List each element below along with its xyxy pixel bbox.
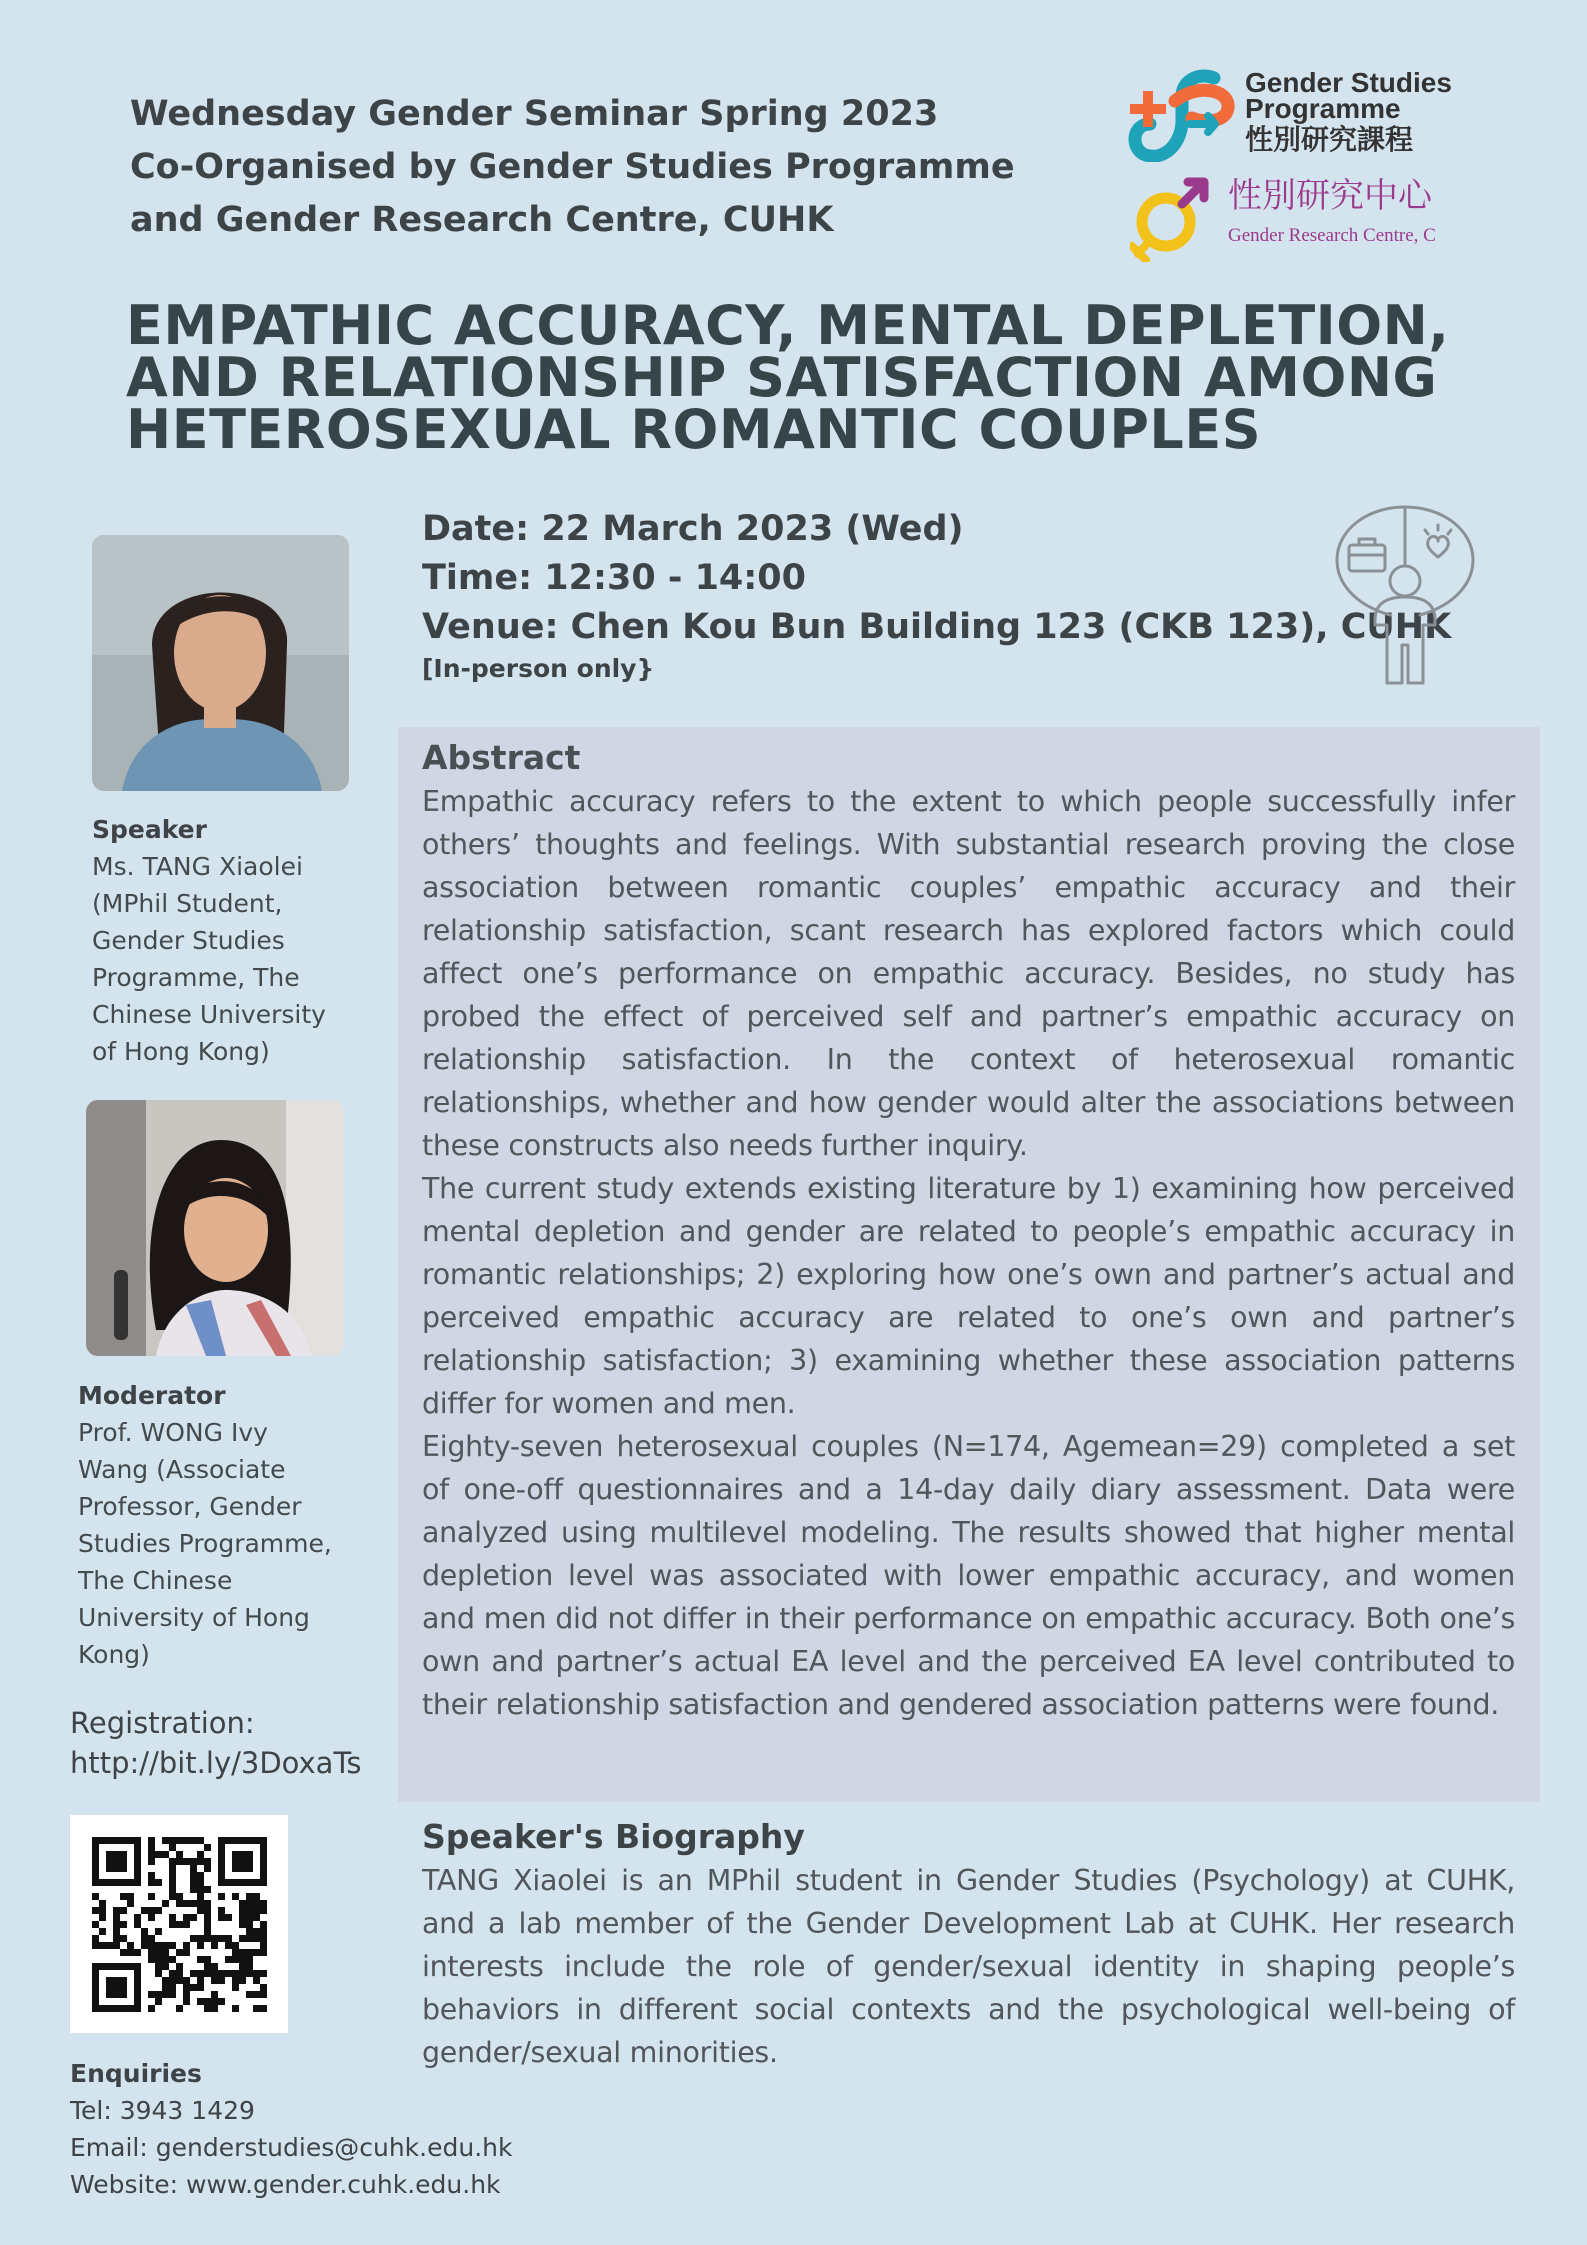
speaker-label: Speaker [92,815,207,844]
enquiries-tel: Tel: 3943 1429 [70,2096,255,2125]
enquiries-email[interactable]: Email: genderstudies@cuhk.edu.hk [70,2133,513,2162]
grc-logo-chinese-name: 性別研究中心 [1228,176,1432,216]
registration-label: Registration: [70,1706,255,1740]
speaker-info [92,811,362,1070]
moderator-line: Professor, Gender [78,1492,302,1521]
person-work-life-icon [1335,505,1475,685]
registration-link[interactable]: http://bit.ly/3DoxaTs [70,1746,362,1780]
event-date: Date: 22 March 2023 (Wed) [422,509,964,549]
moderator-label: Moderator [78,1381,226,1410]
moderator-line: Kong) [78,1640,150,1669]
gsp-logo-mark-icon [1120,66,1238,162]
speaker-biography [422,1815,1515,2074]
seminar-header [130,88,1030,247]
speaker-line: (MPhil Student, [92,889,283,918]
enquiries-info [70,2055,590,2203]
qr-code-icon [70,1815,288,2033]
moderator-line: Studies Programme, [78,1529,332,1558]
gsp-logo-name-line1: Gender Studies [1245,67,1452,98]
event-venue: Venue: Chen Kou Bun Building 123 (CKB 123), CUHK [422,607,1452,647]
speaker-photo [92,535,349,791]
abstract-panel [398,727,1540,1802]
speaker-line: Gender Studies [92,926,285,955]
speaker-line: Programme, The [92,963,300,992]
seminar-title [126,294,1450,461]
header-line-3: and Gender Research Centre, CUHK [130,200,834,240]
title-line-1: EMPATHIC ACCURACY, MENTAL DEPLETION, [126,294,1450,357]
biography-heading: Speaker's Biography [422,1817,805,1856]
registration-info [70,1703,390,1783]
enquiries-website[interactable]: Website: www.gender.cuhk.edu.hk [70,2170,501,2199]
moderator-line: University of Hong [78,1603,310,1632]
title-line-3: HETEROSEXUAL ROMANTIC COUPLES [126,398,1262,461]
event-time: Time: 12:30 - 14:00 [422,558,806,598]
moderator-line: Prof. WONG Ivy [78,1418,268,1447]
gender-symbol-icon [1130,174,1220,262]
registration-qr-code[interactable] [70,1815,288,2033]
moderator-line: The Chinese [78,1566,233,1595]
title-line-2: AND RELATIONSHIP SATISFACTION AMONG [126,346,1438,409]
abstract-heading: Abstract [422,738,581,777]
speaker-line: Chinese University [92,1000,326,1029]
speaker-line: of Hong Kong) [92,1037,270,1066]
abstract-paragraph: Eighty-seven heterosexual couples (N=174, Agemean=29) completed a set of one-off questionnaires and a 14-day daily diary assessment. Data were analyzed using multilevel modeling. The results showed that higher mental depletion level was associated with lower empathic accuracy, and women and men did not differ in their performance on empathic accuracy. Both one’s own and partner’s actual EA level and the perceived EA level contributed to their relationship satisfaction and gendered association patterns were found. [422,1430,1515,1721]
header-line-1: Wednesday Gender Seminar Spring 2023 [130,94,939,134]
moderator-photo [86,1100,344,1356]
enquiries-label: Enquiries [70,2059,202,2088]
abstract-paragraph: The current study extends existing literature by 1) examining how perceived mental depletion and gender are related to people’s empathic accuracy in romantic relationships; 2) exploring how one’s own and partner’s actual and perceived empathic accuracy are related to one’s own and partner’s relationship satisfaction; 3) examining whether these association patterns differ for women and men. [422,1172,1515,1420]
moderator-info [78,1377,363,1673]
grc-logo-english-name: Gender Research Centre, C [1228,225,1436,246]
speaker-line: Ms. TANG Xiaolei [92,852,303,881]
header-line-2: Co-Organised by Gender Studies Programme [130,147,1015,187]
abstract-paragraph: Empathic accuracy refers to the extent to which people successfully infer others’ thoughts and feelings. With substantial research proving the close association between romantic couples’ empathic accuracy and their relationship satisfaction, scant research has explored factors which could affect one’s performance on empathic accuracy. Besides, no study has probed the effect of perceived self and partner’s empathic accuracy on relationship satisfaction. In the context of heterosexual romantic relationships, whether and how gender would alter the associations between these constructs also needs further inquiry. [422,785,1515,1162]
gsp-logo-name-line2: Programme [1245,93,1401,124]
event-details [422,505,1452,686]
moderator-line: Wang (Associate [78,1455,286,1484]
gsp-logo-chinese-name: 性別研究課程 [1245,123,1414,156]
gender-studies-programme-logo [1120,66,1480,166]
event-attendance-note: [In-person only} [422,654,655,683]
abstract-body [422,780,1515,1726]
gender-research-centre-logo [1130,172,1480,262]
biography-body: TANG Xiaolei is an MPhil student in Gender Studies (Psychology) at CUHK, and a lab member of the Gender Development Lab at CUHK. Her research interests include the role of gender/sexual identity in shaping people’s behaviors in different social contexts and the psychological well-being of gender/sexual minorities. [422,1864,1515,2069]
